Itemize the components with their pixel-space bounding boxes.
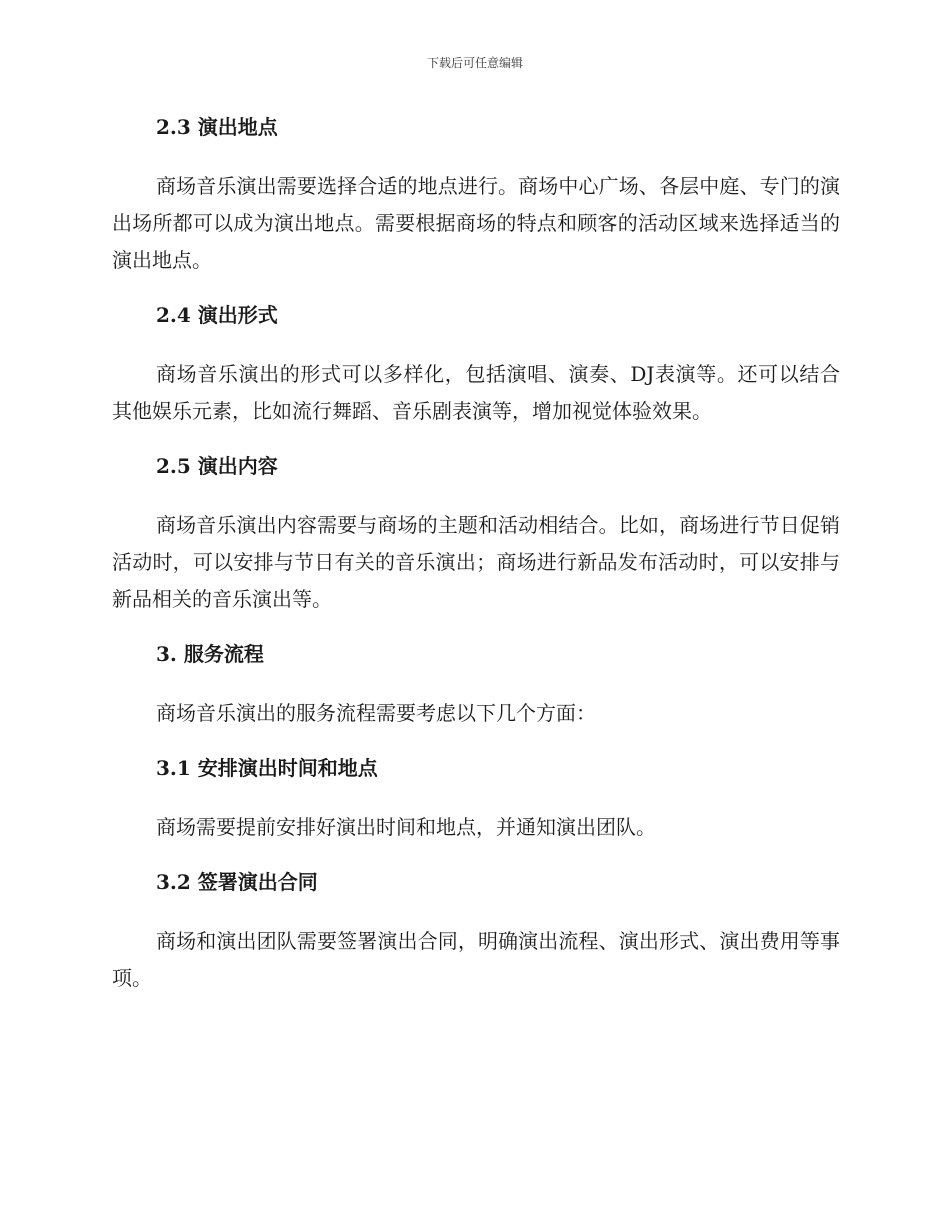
header-note: 下载后可任意编辑 bbox=[426, 56, 523, 70]
section-heading-3: 3. 服务流程 bbox=[156, 642, 264, 666]
section-paragraph-3-2: 商场和演出团队需要签署演出合同，明确演出流程、演出形式、演出费用等事项。 bbox=[112, 929, 840, 990]
section-paragraph-3-1: 商场需要提前安排好演出时间和地点，并通知演出团队。 bbox=[156, 815, 656, 839]
section-paragraph-2-4: 商场音乐演出的形式可以多样化，包括演唱、演奏、DJ表演等。还可以结合其他娱乐元素，比如流行舞蹈、音乐剧表演等，增加视觉体验效果。 bbox=[112, 362, 840, 423]
section-heading-2-4: 2.4 演出形式 bbox=[156, 303, 278, 327]
section-heading-3-2: 3.2 签署演出合同 bbox=[156, 870, 318, 894]
section-heading-3-1: 3.1 安排演出时间和地点 bbox=[156, 756, 378, 780]
section-paragraph-2-3: 商场音乐演出需要选择合适的地点进行。商场中心广场、各层中庭、专门的演出场所都可以成为演出地点。需要根据商场的特点和顾客的活动区域来选择适当的演出地点。 bbox=[112, 174, 840, 272]
section-heading-2-3: 2.3 演出地点 bbox=[156, 115, 278, 139]
section-heading-2-5: 2.5 演出内容 bbox=[156, 454, 278, 478]
section-paragraph-2-5: 商场音乐演出内容需要与商场的主题和活动相结合。比如，商场进行节日促销活动时，可以安排与节日有关的音乐演出；商场进行新品发布活动时，可以安排与新品相关的音乐演出等。 bbox=[112, 513, 840, 611]
document-body bbox=[112, 112, 840, 997]
section-paragraph-3: 商场音乐演出的服务流程需要考虑以下几个方面： bbox=[156, 701, 596, 725]
